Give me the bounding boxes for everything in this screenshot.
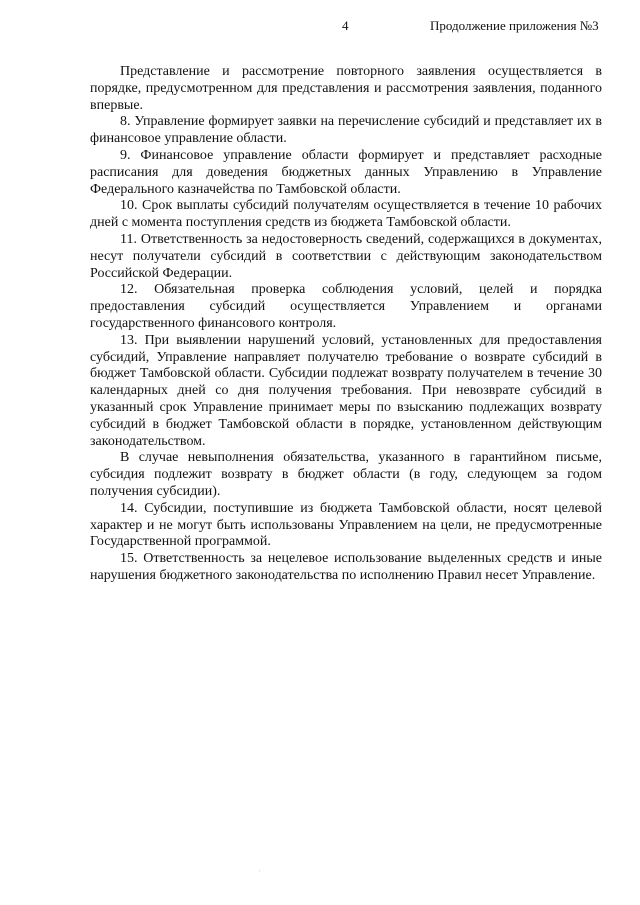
paragraph-9: 9. Финансовое управление области формирует и представляет расходные расписания для доведения бюджетных данных Управлению в Управление Федерального казначейства по Тамбовской области. <box>90 147 602 197</box>
paragraph-10: 10. Срок выплаты субсидий получателям осуществляется в течение 10 рабочих дней с момента поступления средств из бюджета Тамбовской области. <box>90 198 602 231</box>
paragraph-guarantee-letter: В случае невыполнения обязательства, указанного в гарантийном письме, субсидия подлежит возврату в бюджет области (в году, следующем за годом получения субсидии). <box>90 450 602 499</box>
appendix-continuation-label: Продолжение приложения №3 <box>430 18 599 33</box>
document-body <box>90 64 602 585</box>
paragraph-12: 12. Обязательная проверка соблюдения условий, целей и порядка предоставления субсидий осуществляется Управлением и органами государственного финансового контроля. <box>90 282 602 331</box>
paragraph-11: 11. Ответственность за недостоверность сведений, содержащихся в документах, несут получатели субсидий в соответствии с действующим законодательством Российской Федерации. <box>90 231 602 281</box>
paragraph-8: 8. Управление формирует заявки на перечисление субсидий и представляет их в финансовое управление области. <box>90 114 602 147</box>
scan-speck: · <box>258 866 261 876</box>
paragraph-14: 14. Субсидии, поступившие из бюджета Тамбовской области, носят целевой характер и не могут быть использованы Управлением на цели, не предусмотренные Государственной программой. <box>90 500 602 550</box>
paragraph-13: 13. При выявлении нарушений условий, установленных для предоставления субсидий, Управление направляет получателю требование о возврате субсидий в бюджет Тамбовской области. Субсидии подлежат возврату получателем в течение 30 календарных дней со дня получения требования. При невозврате субсидий в указанный срок Управление принимает меры по взысканию подлежащих возврату субсидий в бюджет Тамбовской области в порядке, установленном действующим законодательством. <box>90 332 602 449</box>
paragraph-repeat-application: Представление и рассмотрение повторного заявления осуществляется в порядке, предусмотренном для представления и рассмотрения заявления, поданного впервые. <box>90 64 602 113</box>
paragraph-15: 15. Ответственность за нецелевое использование выделенных средств и иные нарушения бюджетного законодательства по исполнению Правил несет Управление. <box>90 551 602 583</box>
page-number: 4 <box>342 18 349 33</box>
